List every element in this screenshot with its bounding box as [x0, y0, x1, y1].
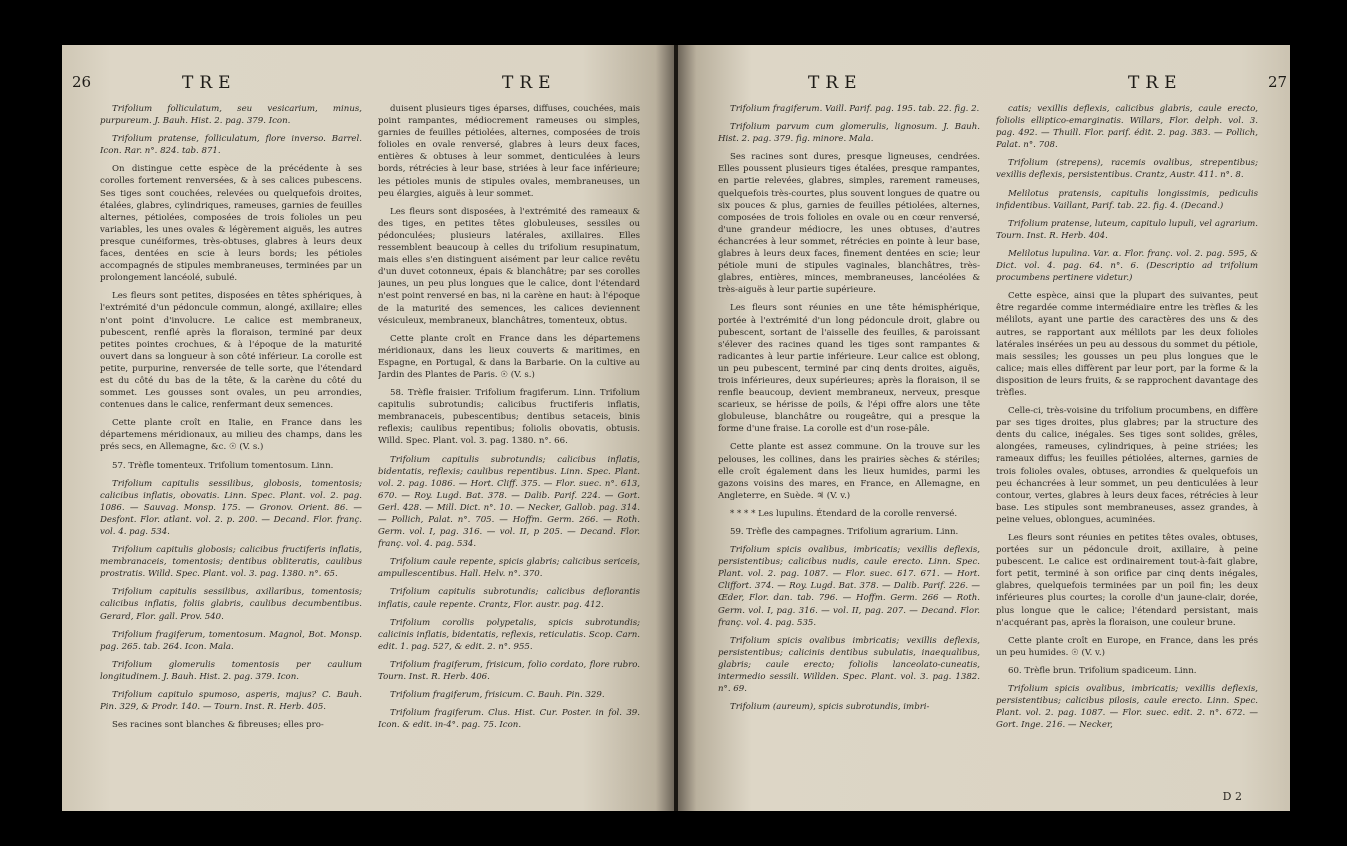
paragraph: Cette plante croît en Europe, en France, dans les prés un peu humides. ☉ (V. v.)	[996, 635, 1258, 658]
paragraph: Trifolium spicis ovalibus, imbricatis; vexillis deflexis, persistentibus; calicibus pilosis, caule erecto. Linn. Spec. Plant. vol. 2. pag. 1087. — Flor. suec. edit. 2. n°. 672. — Gort. Inge. 216. — Necker,	[996, 684, 1258, 731]
paragraph: Les fleurs sont réunies en petites têtes ovales, obtuses, portées sur un pédoncule droit, axillaire, à peine pubescent. Le calice est ordinairement tout-à-fait glabre, fort petit, terminé à son orifice par cinq dents inégales, glabres, quelquefois terminées par un poil fin; les deux inférieures plus courtes; la corolle d'un jaune-clair, dorée, plus longue que le calice; l'étendard persistant, mais n'acquérant pas, après la floraison, une couleur brune.	[996, 533, 1258, 628]
paragraph: Trifolium fragiferum, tomentosum. Magnol, Bot. Monsp. pag. 265. tab. 264. Icon. Mala.	[100, 629, 362, 652]
paragraph: Les fleurs sont disposées, à l'extrémité des rameaux & des tiges, en petites têtes globuleuses, sessiles ou pédonculées; plusieurs latérales, axillaires. Elles ressemblent beaucoup à celles du trifolium resupinatum, mais elles s'en distinguent aisément par leur calice revêtu d'un duvet cotonneux, épais & blanchâtre; par ses corolles jaunes, un peu plus longues que le calice, dont l'étendard n'est point renversé en bas, ni la carène en haut: à l'époque de la maturité des semences, les calices deviennent vésiculeux, membraneux, blanchâtres, tomenteux, obtus.	[378, 206, 640, 326]
paragraph: Cette plante croît en France dans les départemens méridionaux, dans les lieux couverts & maritimes, en Espagne, en Portugal, & dans la Barbarie. On la cultive au Jardin des Plantes de Paris. ☉ (V. s.)	[378, 333, 640, 380]
paragraph: Ses racines sont dures, presque ligneuses, cendrées. Elles poussent plusieurs tiges étalées, presque rampantes, en partie relevées, glabres, simples, rarement rameuses, quelquefois très-courtes, plus souvent longues de quatre ou six pouces & plus, garnies de feuilles pétiolées, alternes, composées de trois folioles en ovale ou en cœur renversé, d'une grandeur médiocre, les unes obtuses, d'autres échancrées à leur sommet, rétrécies en pointe à leur base, glabres à leurs deux faces, finement dentées en scie; leur pétiole muni de stipules vaginales, blanchâtres, très-glabres, entières, minces, membraneuses, lancéolées & très-aiguës à leur partie supérieure.	[718, 152, 980, 296]
paragraph: Trifolium glomerulis tomentosis per caulium longitudinem. J. Bauh. Hist. 2. pag. 379. Icon.	[100, 659, 362, 682]
paragraph: Trifolium (aureum), spicis subrotundis, imbri-	[730, 702, 930, 713]
paragraph: Trifolium fragiferum, frisicum, folio cordato, flore rubro. Tourn. Inst. R. Herb. 406.	[378, 659, 640, 683]
paragraph: Trifolium pratense, luteum, capitulo lupuli, vel agrarium. Tourn. Inst. R. Herb. 404.	[996, 218, 1258, 241]
page-number: 27	[1268, 73, 1288, 91]
paragraph: Trifolium capitulis sessilibus, globosis, tomentosis; calicibus inflatis, obovatis. Linn. Spec. Plant. vol. 2. pag. 1086. — Sauvag. Monsp. 175. — Gronov. Orient. 86. — Desfont. Flor. atlant. vol. 2. p. 200. — Decand. Flor. franç. vol. 4. pag. 534.	[100, 478, 362, 537]
paragraph: Trifolium capitulo spumoso, asperis, majus? C. Bauh. Pin. 329, & Prodr. 140. — Tourn. Inst. R. Herb. 405.	[100, 690, 362, 713]
paragraph: Trifolium (strepens), racemis ovalibus, strepentibus; vexillis deflexis, persistentibus. Crantz, Austr. 411. n°. 8.	[996, 158, 1258, 181]
paragraph: Cette plante est assez commune. On la trouve sur les pelouses, les collines, dans les prairies sèches & stériles; elle croît également dans les lieux humides, parmi les gazons voisins des mares, en France, en Allemagne, en Angleterre, en Suède. ♃ (V. v.)	[718, 442, 980, 501]
paragraph: * * * * Les lupulins. Étendard de la corolle renversé.	[730, 508, 958, 519]
paragraph: Trifolium caule repente, spicis glabris; calicibus sericeis, ampullescentibus. Hall. Helv. n°. 370.	[378, 557, 640, 580]
paragraph: Melilotus pratensis, capitulis longissimis, pediculis infidentibus. Vaillant, Parif. tab. 22. fig. 4. (Decand.)	[996, 188, 1258, 211]
paragraph: Cette espèce, ainsi que la plupart des suivantes, peut être regardée comme intermédiaire entre les trèfles & les mélilots, ayant une partie des caractères des uns & des autres, se rapportant aux mélilots par les deux folioles latérales insérées un peu au dessous du sommet du pétiole, mais sessiles; les gousses un peu plus longues que le calice; mais elles diffèrent par leur port, par la forme & la disposition de leurs fruits, & se rapprochent davantage des trèfles.	[996, 291, 1258, 398]
text-column-left	[100, 103, 362, 793]
paragraph: Trifolium spicis ovalibus, imbricatis; vexillis deflexis, persistentibus; calicibus nudis, caule erecto. Linn. Spec. Plant. vol. 2. pag. 1087. — Flor. suec. 617. 671. — Hort. Cliffort. 374. — Roy. Lugd. Bat. 378. — Dalib. Parif. 226. — Œder, Flor. dan. tab. 796. — Hoffm. Germ. 266 — Roth. Germ. vol. I, pag. 316. — vol. II, pag. 207. — Decand. Flor. franç. vol. 4. pag. 535.	[718, 545, 980, 628]
text-column-right	[378, 103, 640, 793]
paragraph: Celle-ci, très-voisine du trifolium procumbens, en diffère par ses tiges droites, plus glabres; par la structure des dents du calice, inégales. Ses tiges sont solides, grêles, alongées, rameuses, cylindriques, à peine striées; les rameaux diffus; les feuilles pétiolées, alternes, garnies de trois folioles ovales, obtuses, arrondies & quelquefois un peu échancrées à leur sommet, un peu denticulées à leur contour, vertes, glabres à leurs deux faces, rétrécies à leur base. Les stipules sont membraneuses, assez grandes, à peine velues, oblongues, acuminées.	[996, 406, 1258, 525]
text-column-right	[996, 103, 1258, 793]
text-column-left	[718, 103, 980, 793]
paragraph: Trifolium pratense, folliculatum, flore inverso. Barrel. Icon. Rar. n°. 824. tab. 871.	[100, 134, 362, 157]
paragraph: Trifolium capitulis sessilibus, axillaribus, tomentosis; calicibus inflatis, foliis glabris, caulibus decumbentibus. Gerard, Flor. gall. Prov. 540.	[100, 587, 362, 622]
paragraph: Trifolium fragiferum. Clus. Hist. Cur. Poster. in fol. 39. Icon. & edit. in-4°. pag. 75. Icon.	[378, 708, 640, 731]
paragraph: Trifolium corollis polypetalis, spicis subrotundis; calicinis inflatis, bidentatis, reflexis, reticulatis. Scop. Carn. edit. 1. pag. 527, & edit. 2. n°. 955.	[378, 617, 640, 652]
signature-mark: D 2	[1222, 790, 1242, 803]
paragraph: Trifolium spicis ovalibus imbricatis; vexillis deflexis, persistentibus; calicinis dentibus subulatis, inaequalibus, glabris; caule erecto; foliolis lanceolato-cuneatis, intermedio sessili. Willden. Spec. Plant. vol. 3. pag. 1382. n°. 69.	[718, 635, 980, 695]
paragraph: Trifolium capitulis subrotundis; calicibus deflorantis inflatis, caule repente. Crantz, Flor. austr. pag. 412.	[378, 587, 640, 610]
running-head: TRE	[1128, 73, 1183, 93]
paragraph: Trifolium folliculatum, seu vesicarium, minus, purpureum. J. Bauh. Hist. 2. pag. 379. Icon.	[100, 104, 362, 127]
paragraph: Les fleurs sont petites, disposées en têtes sphériques, à l'extrémité d'un pédoncule commun, alongé, axillaire; elles n'ont point d'involucre. Le calice est membraneux, pubescent, renflé après la floraison, terminé par deux petites pointes crochues, & à l'époque de la maturité ouvert dans sa longueur à son côté inférieur. La corolle est petite, purpurine, renversée de telle sorte, que l'étendard est du côté du bas de la tête, & la carène du côté du sommet. Les gousses sont ovales, un peu arrondies, contenues dans le calice, renfermant deux semences.	[100, 291, 362, 411]
paragraph: 58. Trèfle fraisier. Trifolium fragiferum. Linn. Trifolium capitulis subrotundis; calicibus fructiferis inflatis, membranaceis, pubescentibus; dentibus setaceis, binis reflexis; caulibus repentibus; foliolis obovatis, obtusis. Willd. Spec. Plant. vol. 3. pag. 1380. n°. 66.	[378, 388, 640, 447]
page-number: 26	[72, 73, 92, 91]
paragraph: duisent plusieurs tiges éparses, diffuses, couchées, mais point rampantes, médiocrement rameuses ou simples, garnies de feuilles pétiolées, alternes, composées de trois folioles en ovale renversé, glabres à leurs deux faces, entières & obtuses à leur sommet, denticulées à leurs bords, rétrécies à leur base, striées à leur face inférieure; les pétioles munis de stipules ovales, membraneuses, un peu élargies, aiguës à leur sommet.	[378, 104, 640, 199]
paragraph: Trifolium fragiferum, frisicum. C. Bauh. Pin. 329.	[390, 690, 605, 701]
paragraph: Trifolium fragiferum. Vaill. Parif. pag. 195. tab. 22. fig. 2.	[730, 104, 980, 114]
running-head: TRE	[808, 73, 863, 93]
paragraph: 57. Trèfle tomenteux. Trifolium tomentosum. Linn.	[112, 460, 334, 471]
paragraph: Trifolium capitulis globosis; calicibus fructiferis inflatis, membranaceis, tomentosis; dentibus obliteratis, caulibus prostratis. Willd. Spec. Plant. vol. 3. pag. 1380. n°. 65.	[100, 545, 362, 580]
running-head: TRE	[182, 73, 237, 93]
paragraph: Melilotus lupulina. Var. α. Flor. franç. vol. 2. pag. 595, & Dict. vol. 4. pag. 64. n°. 6. (Descriptio ad trifolium procumbens pertinere videtur.)	[996, 248, 1258, 284]
paragraph: Cette plante croît en Italie, en France dans les départemens méridionaux, au milieu des champs, dans les prés secs, en Allemagne, &c. ☉ (V. s.)	[100, 418, 362, 453]
paragraph: 60. Trèfle brun. Trifolium spadiceum. Linn.	[1008, 665, 1197, 676]
paragraph: Les fleurs sont réunies en une tête hémisphérique, portée à l'extrémité d'un long pédoncule droit, glabre ou pubescent, sortant de l'aisselle des feuilles, & paroissant s'élever des racines quand les tiges sont rampantes & radicantes à leur partie inférieure. Leur calice est oblong, un peu pubescent, terminé par cinq dents droites, aiguës, trois inférieures, deux supérieures; après la floraison, il se renfle beaucoup, devient membraneux, nerveux, presque scarieux, se hérisse de poils, & l'épi offre alors une tête globuleuse, blanchâtre ou rougeâtre, qui a presque la forme d'une fraise. La corolle est d'un rose-pâle.	[718, 303, 980, 435]
book-spread	[62, 45, 1290, 811]
running-head: TRE	[502, 73, 557, 93]
paragraph: Trifolium parvum cum glomerulis, lignosum. J. Bauh. Hist. 2. pag. 379. fig. minore. Mala.	[718, 122, 980, 145]
right-page	[678, 45, 1290, 811]
paragraph: 59. Trèfle des campagnes. Trifolium agrarium. Linn.	[730, 527, 959, 537]
paragraph: Trifolium capitulis subrotundis; calicibus inflatis, bidentatis, reflexis; caulibus repentibus. Linn. Spec. Plant. vol. 2. pag. 1086. — Hort. Cliff. 375. — Flor. suec. n°. 613, 670. — Roy. Lugd. Bat. 378. — Dalib. Parif. 224. — Gort. Gerl. 428. — Mill. Dict. n°. 10. — Necker, Gallob. pag. 314. — Pollich, Palat. n°. 705. — Hoffm. Germ. 266. — Roth. Germ. vol. I, pag. 316. — vol. II, p 205. — Decand. Flor. franç. vol. 4. pag. 534.	[378, 454, 640, 550]
paragraph: On distingue cette espèce de la précédente à ses corolles fortement renversées, & à ses calices pubescens. Ses tiges sont couchées, relevées ou quelquefois droites, étalées, glabres, cylindriques, rameuses, garnies de feuilles alternes, pétiolées, composées de trois folioles un peu variables, les unes ovales & légèrement aiguës, les autres presque cunéiformes, très-obtuses, glabres à leurs deux faces, dentées en scie à leurs bords; les pétioles accompagnés de stipules membraneuses, terminées par un prolongement lancéolé, subulé.	[100, 164, 362, 284]
left-page	[62, 45, 674, 811]
paragraph: Ses racines sont blanches & fibreuses; elles pro-	[112, 720, 324, 731]
paragraph: catis; vexillis deflexis, calicibus glabris, caule erecto, foliolis elliptico-emarginatis. Willars, Flor. delph. vol. 3. pag. 492. — Thuill. Flor. parif. édit. 2. pag. 383. — Pollich, Palat. n°. 708.	[996, 104, 1258, 151]
